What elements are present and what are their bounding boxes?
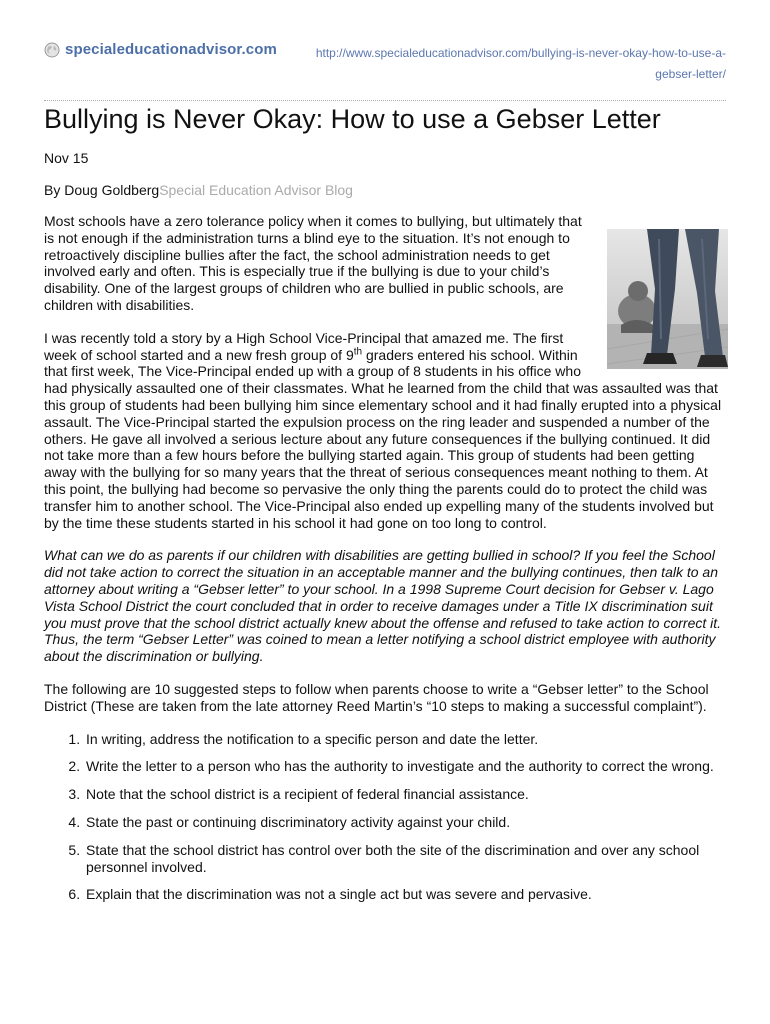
byline-author: By Doug Goldberg — [44, 182, 160, 198]
paragraph-steps-intro: The following are 10 suggested steps to follow when parents choose to write a “Gebser letter” to the School District (These are taken from the late attorney Reed Martin’s “10 steps to making a successful complaint”). — [44, 680, 709, 714]
blog-link[interactable]: Special Education Advisor Blog — [159, 182, 353, 198]
steps-list — [44, 731, 728, 904]
article-date: Nov 15 — [44, 150, 89, 166]
article-url-link[interactable]: http://www.specialeducationadvisor.com/bullying-is-never-okay-how-to-use-a-gebser-letter/ — [315, 46, 726, 81]
list-item: 5. State that the school district has control over both the site of the discrimination and over any school personnel involved. — [84, 842, 728, 876]
superscript-th: th — [353, 345, 363, 357]
header-divider — [44, 100, 726, 101]
list-item: 3. Note that the school district is a recipient of federal financial assistance. — [84, 786, 728, 803]
paragraph-story-part2: graders entered his school. Within that first week, The Vice-Principal ended up with a group of 8 students in his office who had physically assaulted one of their classmates. What he learned from the child that was assaulted was that this group of students had been bullying him since elementary school and it had finally erupted into a physical assault. The Vice-Principal started the expulsion process on the ring leader and suspended a number of the others. He gave all involved a serious lecture about any future consequences if the bullying continued. It did not take more than a few hours before the bullying started again. This group of students had been getting away with the bullying for so many years that the threat of serious consequences meant nothing to them. At this point, the bullying had become so pervasive the only thing the parents could do to protect the child was transfer him to another school. The Vice-Principal also ended up expelling many of the students involved but by the time these students started in his school it had gone on too long to control. — [44, 346, 722, 531]
page-header — [44, 40, 726, 98]
site-link[interactable]: specialeducationadvisor.com — [65, 41, 277, 58]
byline — [44, 182, 353, 198]
paragraph-intro: Most schools have a zero tolerance policy when it comes to bullying, but ultimately that is not enough if the administration turns a blind eye to the situation. It’s not enough to retroactively discipline bullies after the fact, the school administration needs to get involved early and often. This is especially true if the bullying is due to your child’s disability. One of the largest groups of children who are bullied in public schools, are children with disabilities. — [44, 213, 582, 313]
list-item: 4. State the past or continuing discriminatory activity against your child. — [84, 814, 728, 831]
list-item: 2. Write the letter to a person who has the authority to investigate and the authority to correct the wrong. — [84, 758, 728, 775]
photo-bullied-child — [607, 229, 728, 369]
paragraph-story-part1: I was recently told a story by a High School Vice-Principal that amazed me. The first week of school started and a new fresh group of 9 — [44, 329, 564, 363]
article-body — [44, 213, 728, 914]
list-item: 6. Explain that the discrimination was not a single act but was severe and pervasive. — [84, 886, 728, 903]
paragraph-gebser: What can we do as parents if our children with disabilities are getting bullied in school? If you feel the School did not take action to correct the situation in an acceptable manner and the bullying continues, then talk to an attorney about writing a “Gebser letter” to your school. In a 1998 Supreme Court decision for Gebser v. Lago Vista School District the court concluded that in order to receive damages under a Title IX discrimination suit you must prove that the school district actually knew about the offense and refused to take action to correct it. Thus, the term “Gebser Letter” was coined to mean a letter notifying a school district employee with authority about the discrimination or bullying. — [44, 547, 722, 665]
article-title: Bullying is Never Okay: How to use a Gebser Letter — [44, 104, 661, 134]
globe-icon — [44, 42, 60, 58]
list-item: 1. In writing, address the notification to a specific person and date the letter. — [84, 731, 728, 748]
